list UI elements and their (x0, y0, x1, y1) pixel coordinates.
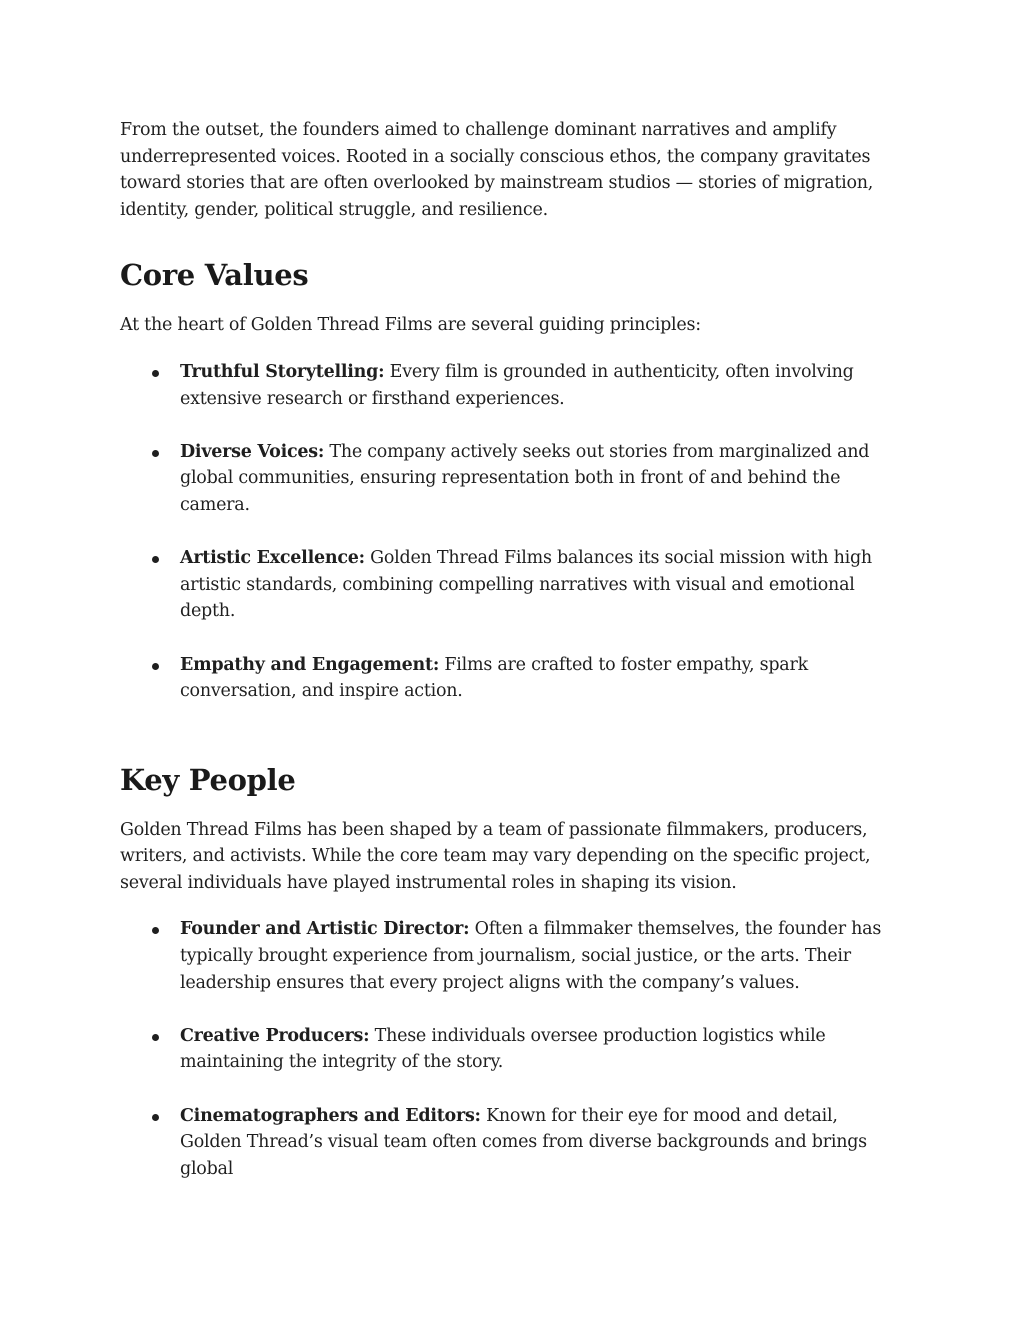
list-item-text: Known for their eye for mood and detail, Golden Thread’s visual team often comes from diverse backgrounds and brings global (180, 1105, 867, 1179)
list-item-empathy-engagement (180, 652, 904, 705)
document-page (120, 117, 904, 1182)
list-item-term: Truthful Storytelling: (180, 361, 385, 382)
core-values-heading: Core Values (120, 258, 309, 293)
core-values-list (120, 359, 904, 705)
key-people-heading: Key People (120, 762, 296, 797)
bullet-icon (152, 450, 159, 457)
intro-paragraph: From the outset, the founders aimed to challenge dominant narratives and amplify underrepresented voices. Rooted in a socially conscious ethos, the company gravitates toward stories that are often overlooked by mainstream studios — stories of migration, identity, gender, political struggle, and resilience. (120, 120, 874, 220)
list-item-creative-producers (180, 1023, 904, 1076)
list-item-term: Cinematographers and Editors: (180, 1105, 481, 1126)
bullet-icon (152, 556, 159, 563)
list-item-term: Diverse Voices: (180, 441, 325, 462)
bullet-icon (152, 663, 159, 670)
list-item-founder (180, 916, 904, 996)
bullet-icon (152, 1034, 159, 1041)
key-people-list (120, 916, 904, 1182)
bullet-icon (152, 370, 159, 377)
bullet-icon (152, 1114, 159, 1121)
key-people-intro: Golden Thread Films has been shaped by a team of passionate filmmakers, producers, writers, and activists. While the core team may vary depending on the specific project, several individuals have played instrumental roles in shaping its vision. (120, 819, 871, 893)
core-values-intro: At the heart of Golden Thread Films are several guiding principles: (120, 315, 701, 336)
list-item-truthful-storytelling (180, 359, 904, 412)
list-item-term: Founder and Artistic Director: (180, 919, 470, 940)
list-item-text: Golden Thread Films balances its social mission with high artistic standards, combining compelling narratives with visual and emotional depth. (180, 548, 872, 622)
list-item-cinematographers-editors (180, 1103, 904, 1183)
list-item-term: Empathy and Engagement: (180, 654, 440, 675)
list-item-text: These individuals oversee production logistics while maintaining the integrity of the story. (180, 1025, 826, 1073)
list-item-text: Films are crafted to foster empathy, spark conversation, and inspire action. (180, 654, 808, 702)
list-item-term: Artistic Excellence: (180, 548, 365, 569)
list-item-term: Creative Producers: (180, 1025, 370, 1046)
bullet-icon (152, 927, 159, 934)
list-item-text: Every film is grounded in authenticity, often involving extensive research or firsthand experiences. (180, 361, 854, 409)
list-item-artistic-excellence (180, 545, 904, 625)
list-item-diverse-voices (180, 439, 904, 519)
list-item-text: Often a filmmaker themselves, the founder has typically brought experience from journalism, social justice, or the arts. Their leadership ensures that every project aligns with the company’s values. (180, 919, 882, 993)
list-item-text: The company actively seeks out stories from marginalized and global communities, ensuring representation both in front of and behind the camera. (180, 441, 870, 515)
